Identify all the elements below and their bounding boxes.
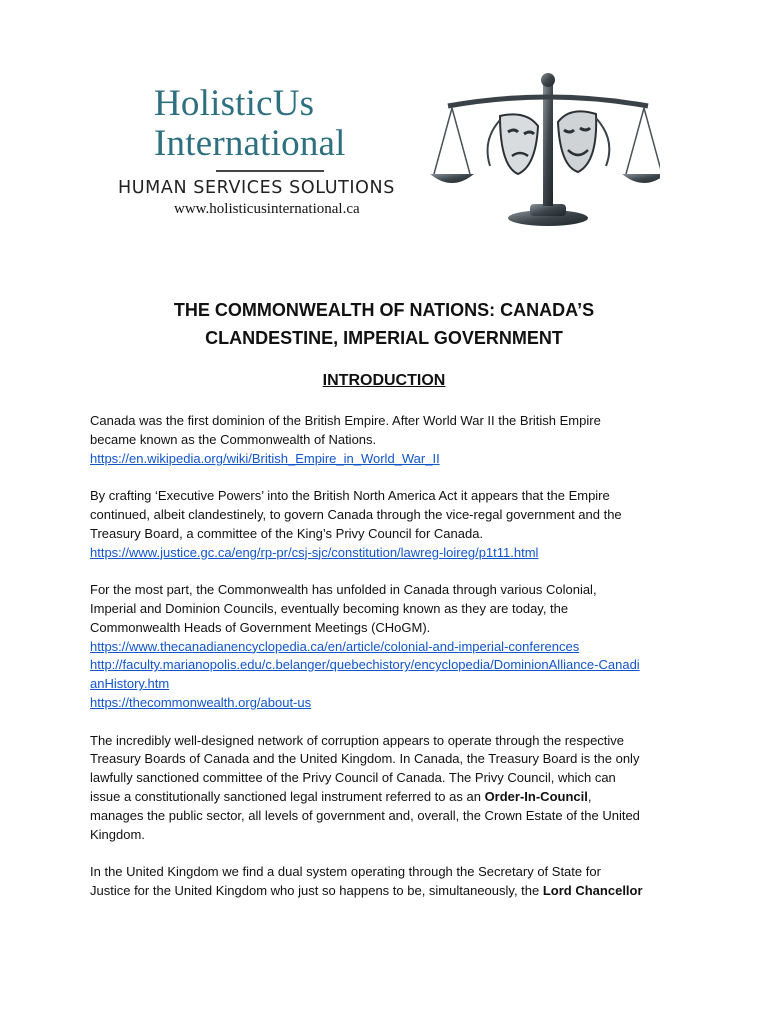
text-line: Kingdom. — [90, 826, 145, 842]
brand-tagline: HUMAN SERVICES SOLUTIONS — [118, 178, 395, 198]
title-line-2: CLANDESTINE, IMPERIAL GOVERNMENT — [205, 328, 563, 348]
text-line: manages the public sector, all levels of government and, overall, the Crown Estate of the United — [90, 807, 640, 823]
link-commonwealth-about[interactable]: https://thecommonwealth.org/about-us — [90, 694, 312, 710]
text-fragment: Justice for the United Kingdom who just so happens to be, simultaneously, the — [90, 882, 543, 898]
paragraph-2 — [90, 487, 682, 562]
brand-divider — [216, 170, 324, 172]
text-fragment: issue a constitutionally sanctioned legal instrument referred to as an — [90, 788, 485, 804]
text-line: lawfully sanctioned committee of the Privy Council of Canada. The Privy Council, which can — [90, 770, 616, 786]
brand-logo — [118, 84, 438, 218]
text-line: Imperial and Dominion Councils, eventually becoming known as they are today, the — [90, 600, 569, 616]
text-line: The incredibly well-designed network of corruption appears to operate through the respective — [90, 732, 625, 748]
text-line: For the most part, the Commonwealth has unfolded in Canada through various Colonial, — [90, 582, 597, 598]
document-title — [90, 296, 678, 352]
text-fragment: , — [587, 788, 592, 804]
section-heading-introduction: INTRODUCTION — [322, 372, 446, 389]
link-justice-constitution[interactable]: https://www.justice.gc.ca/eng/rp-pr/csj-sjc/constitution/lawreg-loireg/p1t11.html — [90, 544, 539, 560]
text-line: Treasury Board, a committee of the King’s Privy Council for Canada. — [90, 525, 484, 541]
text-line: Treasury Boards of Canada and the United Kingdom. In Canada, the Treasury Board is the only — [90, 751, 640, 767]
link-marianopolis-part2[interactable]: anHistory.htm — [90, 676, 170, 692]
paragraph-5 — [90, 863, 682, 901]
link-canadian-encyclopedia[interactable]: https://www.thecanadianencyclopedia.ca/en/article/colonial-and-imperial-conferences — [90, 638, 580, 654]
brand-url: www.holisticusinternational.ca — [174, 201, 360, 217]
text-line: Canada was the first dominion of the British Empire. After World War II the British Empire — [90, 413, 601, 428]
text-line-with-bold — [90, 788, 682, 807]
paragraph-3 — [90, 581, 682, 713]
document-body — [90, 412, 682, 920]
text-line: Commonwealth Heads of Government Meetings (CHoGM). — [90, 619, 431, 635]
text-line: By crafting ‘Executive Powers’ into the British North America Act it appears that the Empire — [90, 488, 610, 504]
title-line-1: THE COMMONWEALTH OF NATIONS: CANADA’S — [173, 300, 595, 320]
paragraph-4 — [90, 732, 682, 845]
link-marianopolis-part1[interactable]: http://faculty.marianopolis.edu/c.belanger/quebechistory/encyclopedia/DominionAlliance-Canadi — [90, 657, 640, 673]
text-line: In the United Kingdom we find a dual system operating through the Secretary of State for — [90, 864, 601, 880]
brand-name-line2: International — [154, 123, 346, 164]
paragraph-1 — [90, 412, 682, 468]
text-line: continued, albeit clandestinely, to govern Canada through the vice-regal government and the — [90, 506, 622, 522]
letterhead — [110, 62, 670, 232]
bold-term-order-in-council: Order-In-Council — [484, 788, 588, 804]
brand-name-line1: HolisticUs — [154, 83, 315, 124]
text-line-with-bold — [90, 882, 682, 901]
bold-term-lord-chancellor: Lord Chancellor — [542, 882, 643, 898]
link-wikipedia-british-empire[interactable]: https://en.wikipedia.org/wiki/British_Empire_in_World_War_II — [90, 450, 440, 466]
scales-of-justice-icon — [430, 70, 660, 230]
text-line: became known as the Commonwealth of Nations. — [90, 431, 377, 447]
